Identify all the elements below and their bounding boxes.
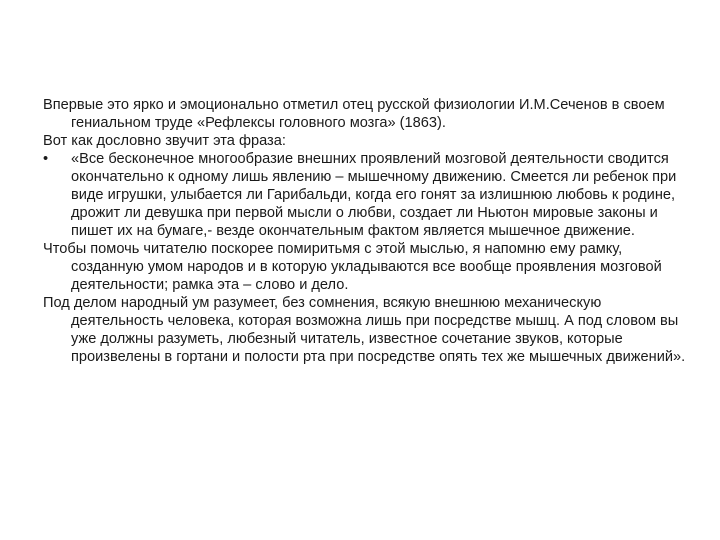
bullet-icon: • [43, 151, 49, 167]
quote-text: «Все бесконечное многообразие внешних проявлений мозговой деятельности сводится окончательно к одному лишь явлению – мышечному движению. Смеется ли ребенок при виде игрушки, улыбается ли Гарибальди, когда его гонят за излишнюю любовь к родине, дрожит ли девушка при первой мысли о любви, создает ли Ньютон мировые законы и пишет их на бумаге,- везде окончательным фактом является мышечное движение. [71, 151, 677, 239]
paragraph-phrase-intro: Вот как дословно звучит эта фраза: [43, 133, 286, 149]
paragraph-frame: Чтобы помочь читателю поскорее помиритьмя с этой мыслью, я напомню ему рамку, созданную умом народов и в которую укладываются все вообще проявления мозговой деятельности; рамка эта – слово и дело. [43, 241, 662, 293]
paragraph-intro: Впервые это ярко и эмоционально отметил отец русской физиологии И.М.Сеченов в своем гениальном труде «Рефлексы головного мозга» (1863). [43, 97, 665, 131]
text-body [43, 96, 688, 366]
paragraph-deed: Под делом народный ум разумеет, без сомнения, всякую внешнюю механическую деятельность человека, которая возможна лишь при посредстве мышц. А под словом вы уже должны разуметь, любезный читатель, известное сочетание звуков, которые произвелены в гортани и полости рта при посредстве опять тех же мышечных движений». [43, 295, 686, 365]
bullet-quote [43, 150, 688, 240]
